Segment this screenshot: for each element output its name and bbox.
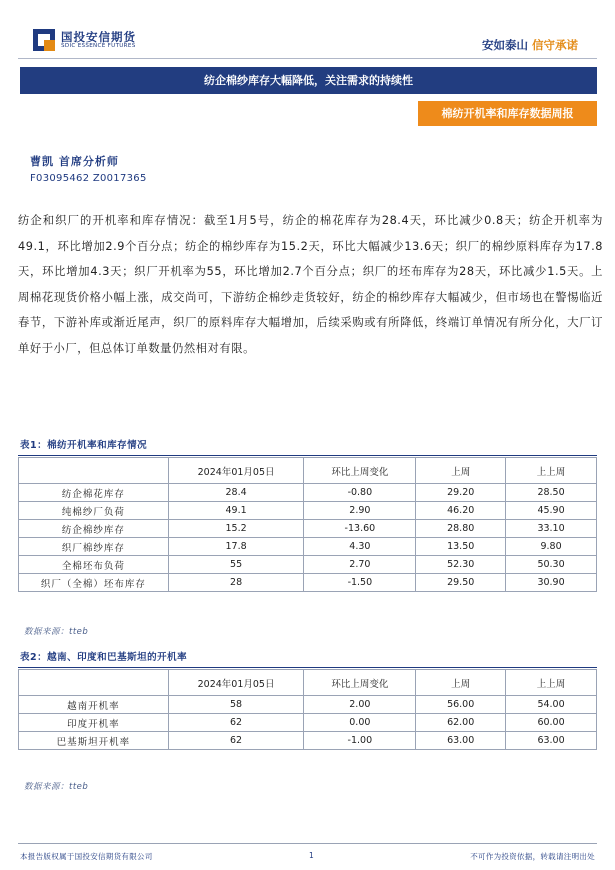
table-cell: 越南开机率 bbox=[19, 696, 169, 714]
table-header-row bbox=[19, 670, 597, 696]
table-cell: 全棉坯布负荷 bbox=[19, 556, 169, 574]
slogan bbox=[482, 37, 578, 53]
table-cell: 50.30 bbox=[506, 556, 597, 574]
table-row bbox=[19, 574, 597, 592]
table-cell: -1.50 bbox=[304, 574, 416, 592]
table-cell: 织厂（全棉）坯布库存 bbox=[19, 574, 169, 592]
header-divider bbox=[18, 58, 597, 59]
slogan-part2: 信守承诺 bbox=[532, 38, 578, 52]
table-cell: 2.70 bbox=[304, 556, 416, 574]
table1-title: 表1：棉纺开机率和库存情况 bbox=[20, 440, 148, 451]
table-cell: 28 bbox=[168, 574, 304, 592]
table-cell: 15.2 bbox=[168, 520, 304, 538]
table-cell: 17.8 bbox=[168, 538, 304, 556]
table-cell: 织厂棉纱库存 bbox=[19, 538, 169, 556]
footer-copyright: 本报告版权属于国投安信期货有限公司 bbox=[20, 852, 153, 861]
table-cell: 13.50 bbox=[416, 538, 506, 556]
table-header-cell: 上上周 bbox=[506, 670, 597, 696]
table-cell: 29.50 bbox=[416, 574, 506, 592]
table-cell: 29.20 bbox=[416, 484, 506, 502]
table-cell: 60.00 bbox=[506, 714, 597, 732]
table-cell: 0.00 bbox=[304, 714, 416, 732]
table-cell: 55 bbox=[168, 556, 304, 574]
page-header bbox=[0, 0, 615, 62]
table-cell: 2.00 bbox=[304, 696, 416, 714]
table-row bbox=[19, 556, 597, 574]
table-cell: 2.90 bbox=[304, 502, 416, 520]
company-logo-icon bbox=[33, 29, 55, 51]
table2-source: 数据来源：tteb bbox=[24, 782, 89, 792]
table-cell: 印度开机率 bbox=[19, 714, 169, 732]
table-cell: 63.00 bbox=[506, 732, 597, 750]
table-cell: 28.4 bbox=[168, 484, 304, 502]
table-cell: 30.90 bbox=[506, 574, 597, 592]
page-number: 1 bbox=[309, 851, 314, 860]
table-cell: 62.00 bbox=[416, 714, 506, 732]
table-cell: 28.50 bbox=[506, 484, 597, 502]
table1-source: 数据来源：tteb bbox=[24, 627, 89, 637]
table-header-cell: 上周 bbox=[416, 458, 506, 484]
table-cell: 58 bbox=[168, 696, 304, 714]
table-cell: -1.00 bbox=[304, 732, 416, 750]
table1 bbox=[18, 457, 597, 592]
footer-disclaimer: 不可作为投资依据，转载请注明出处 bbox=[470, 852, 595, 861]
table-row bbox=[19, 538, 597, 556]
table-header-cell bbox=[19, 670, 169, 696]
table-header-row bbox=[19, 458, 597, 484]
table-header-cell: 上上周 bbox=[506, 458, 597, 484]
table-cell: 46.20 bbox=[416, 502, 506, 520]
body-paragraph: 纺企和织厂的开机率和库存情况：截至1月5号，纺企的棉花库存为28.4天，环比减少0.8天；纺企开机率为49.1，环比增加2.9个百分点；纺企的棉纱库存为15.2天，环比大幅减少13.6天；织厂的棉纱原料库存为17.8天，环比增加4.3天；织厂开机率为55，环比增加2.7个百分点；织厂的坯布库存为28天，环比减少1.5天。上周棉花现货价格小幅上涨，成交尚可，下游纺企棉纱走货较好，纺企的棉纱库存大幅减少，但市场也在警惕临近春节，下游补库或渐近尾声，织厂的原料库存大幅增加，后续采购或有所降低，终端订单情况有所分化，大厂订单好于小厂，但总体订单数量仍然相对有限。 bbox=[18, 214, 603, 355]
table-cell: 纯棉纱厂负荷 bbox=[19, 502, 169, 520]
table-cell: -0.80 bbox=[304, 484, 416, 502]
table1-rule bbox=[18, 455, 597, 456]
table2-rule bbox=[18, 667, 597, 668]
table-header-cell bbox=[19, 458, 169, 484]
table-header-cell: 环比上周变化 bbox=[304, 458, 416, 484]
analyst-cert: F03095462 Z0017365 bbox=[30, 173, 147, 184]
report-title: 纺企棉纱库存大幅降低，关注需求的持续性 bbox=[20, 67, 597, 94]
table-header-cell: 上周 bbox=[416, 670, 506, 696]
table-row bbox=[19, 714, 597, 732]
company-name: 国投安信期货 bbox=[61, 30, 136, 44]
table-header-cell: 环比上周变化 bbox=[304, 670, 416, 696]
report-tag: 棉纺开机率和库存数据周报 bbox=[418, 101, 597, 126]
footer-divider bbox=[18, 843, 597, 844]
table-cell: 巴基斯坦开机率 bbox=[19, 732, 169, 750]
table2-title: 表2：越南、印度和巴基斯坦的开机率 bbox=[20, 652, 188, 663]
table-row bbox=[19, 484, 597, 502]
table-cell: 49.1 bbox=[168, 502, 304, 520]
table-row bbox=[19, 696, 597, 714]
table-cell: 52.30 bbox=[416, 556, 506, 574]
table-cell: 62 bbox=[168, 714, 304, 732]
table-cell: 9.80 bbox=[506, 538, 597, 556]
table-row bbox=[19, 502, 597, 520]
table-cell: 54.00 bbox=[506, 696, 597, 714]
table-cell: 纺企棉纱库存 bbox=[19, 520, 169, 538]
table2 bbox=[18, 669, 597, 750]
slogan-part1: 安如泰山 bbox=[482, 38, 528, 52]
analyst-name: 曹凯 首席分析师 bbox=[30, 155, 119, 168]
table-row bbox=[19, 520, 597, 538]
table-header-cell: 2024年01月05日 bbox=[168, 458, 304, 484]
table-row bbox=[19, 732, 597, 750]
table-cell: 63.00 bbox=[416, 732, 506, 750]
table-cell: 45.90 bbox=[506, 502, 597, 520]
table-header-cell: 2024年01月05日 bbox=[168, 670, 304, 696]
table-cell: 62 bbox=[168, 732, 304, 750]
table-cell: 56.00 bbox=[416, 696, 506, 714]
table-cell: -13.60 bbox=[304, 520, 416, 538]
table-cell: 4.30 bbox=[304, 538, 416, 556]
company-name-en: SDIC ESSENCE FUTURES bbox=[61, 43, 136, 49]
table-cell: 33.10 bbox=[506, 520, 597, 538]
table-cell: 纺企棉花库存 bbox=[19, 484, 169, 502]
table-cell: 28.80 bbox=[416, 520, 506, 538]
